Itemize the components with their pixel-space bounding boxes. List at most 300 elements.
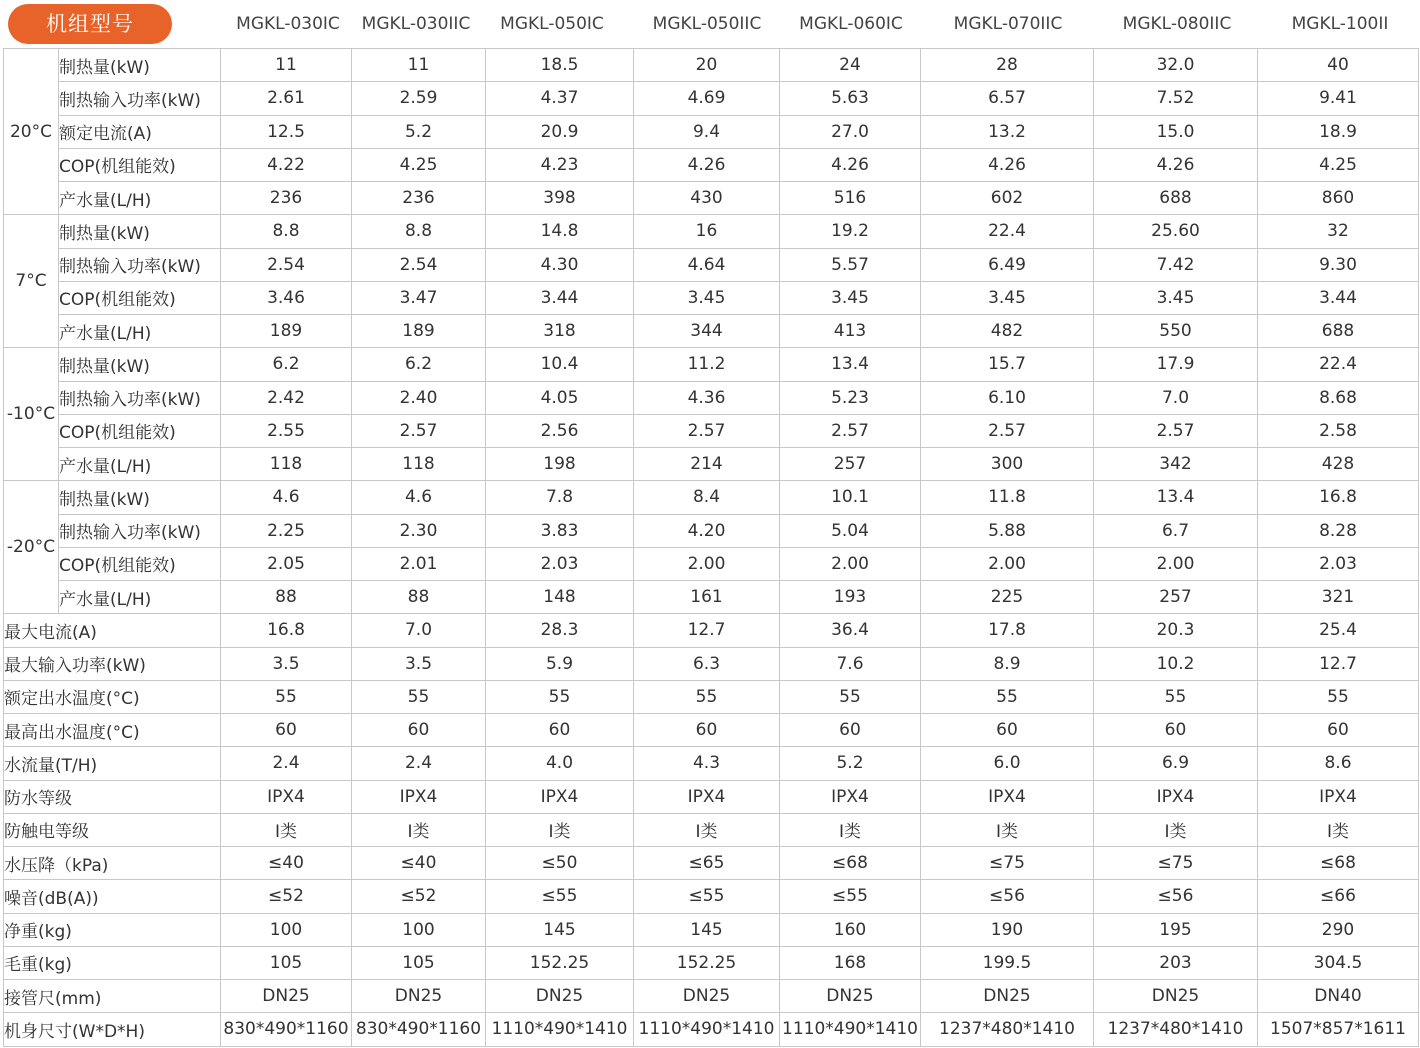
spec-value-cell: ≤50 xyxy=(486,847,634,880)
spec-value-cell: 398 xyxy=(486,182,634,215)
spec-value-cell: 40 xyxy=(1258,49,1419,82)
spec-value-cell: 55 xyxy=(1094,680,1258,713)
spec-value-cell: 36.4 xyxy=(780,614,921,647)
table-row xyxy=(4,913,1419,946)
spec-value-cell: 11 xyxy=(221,49,352,82)
spec-value-cell: 2.57 xyxy=(780,414,921,447)
spec-value-cell: DN25 xyxy=(352,980,486,1013)
spec-value-cell: 8.68 xyxy=(1258,381,1419,414)
spec-value-cell: 16.8 xyxy=(221,614,352,647)
spec-label-cell: 制热量(kW) xyxy=(59,348,221,381)
spec-value-cell: 7.42 xyxy=(1094,248,1258,281)
table-row xyxy=(4,847,1419,880)
spec-label-cell: 制热量(kW) xyxy=(59,49,221,82)
spec-value-cell: 2.03 xyxy=(1258,547,1419,580)
spec-value-cell: 2.40 xyxy=(352,381,486,414)
condition-temperature-cell: 20°C xyxy=(4,49,59,215)
spec-label-cell: 额定出水温度(°C) xyxy=(4,680,221,713)
spec-value-cell: 1110*490*1410 xyxy=(780,1013,921,1046)
table-row xyxy=(4,581,1419,614)
spec-label-cell: 机身尺寸(W*D*H) xyxy=(4,1013,221,1046)
spec-value-cell: 11.2 xyxy=(634,348,780,381)
spec-value-cell: 688 xyxy=(1258,315,1419,348)
spec-value-cell: 4.25 xyxy=(352,148,486,181)
spec-value-cell: 24 xyxy=(780,49,921,82)
spec-value-cell: 5.63 xyxy=(780,82,921,115)
spec-value-cell: 318 xyxy=(486,315,634,348)
model-column-header: MGKL-030IIC xyxy=(361,14,471,34)
table-row xyxy=(4,481,1419,514)
spec-value-cell: 198 xyxy=(486,448,634,481)
spec-value-cell: 4.37 xyxy=(486,82,634,115)
spec-value-cell: 13.2 xyxy=(921,115,1094,148)
model-column-header: MGKL-070IIC xyxy=(953,14,1063,34)
spec-value-cell: 7.8 xyxy=(486,481,634,514)
spec-value-cell: 2.00 xyxy=(634,547,780,580)
spec-value-cell: 2.05 xyxy=(221,547,352,580)
spec-value-cell: DN25 xyxy=(921,980,1094,1013)
spec-value-cell: 9.30 xyxy=(1258,248,1419,281)
spec-label-cell: 最大输入功率(kW) xyxy=(4,647,221,680)
spec-value-cell: 18.5 xyxy=(486,49,634,82)
spec-value-cell: 8.8 xyxy=(352,215,486,248)
spec-value-cell: 9.41 xyxy=(1258,82,1419,115)
spec-value-cell: 7.52 xyxy=(1094,82,1258,115)
spec-value-cell: 17.9 xyxy=(1094,348,1258,381)
spec-value-cell: 145 xyxy=(486,913,634,946)
spec-value-cell: 2.42 xyxy=(221,381,352,414)
spec-value-cell: 60 xyxy=(921,714,1094,747)
spec-value-cell: 3.45 xyxy=(921,281,1094,314)
spec-value-cell: 32 xyxy=(1258,215,1419,248)
spec-value-cell: ≤56 xyxy=(1094,880,1258,913)
spec-value-cell: 300 xyxy=(921,448,1094,481)
spec-label-cell: 噪音(dB(A)) xyxy=(4,880,221,913)
spec-value-cell: 2.58 xyxy=(1258,414,1419,447)
spec-value-cell: 688 xyxy=(1094,182,1258,215)
spec-value-cell: 88 xyxy=(221,581,352,614)
spec-value-cell: 148 xyxy=(486,581,634,614)
spec-value-cell: 32.0 xyxy=(1094,49,1258,82)
table-row xyxy=(4,680,1419,713)
spec-value-cell: IPX4 xyxy=(1258,780,1419,813)
spec-value-cell: 2.4 xyxy=(352,747,486,780)
model-column-header: MGKL-080IIC xyxy=(1122,14,1232,34)
spec-value-cell: 4.05 xyxy=(486,381,634,414)
spec-value-cell: 152.25 xyxy=(486,946,634,979)
model-column-header: MGKL-050IC xyxy=(500,14,604,34)
spec-value-cell: 6.7 xyxy=(1094,514,1258,547)
spec-value-cell: 4.6 xyxy=(352,481,486,514)
spec-label-cell: COP(机组能效) xyxy=(59,414,221,447)
table-header xyxy=(0,0,1420,48)
spec-value-cell: 4.64 xyxy=(634,248,780,281)
spec-value-cell: 12.5 xyxy=(221,115,352,148)
spec-value-cell: 60 xyxy=(221,714,352,747)
spec-value-cell: 2.57 xyxy=(634,414,780,447)
spec-value-cell: 4.6 xyxy=(221,481,352,514)
spec-value-cell: 550 xyxy=(1094,315,1258,348)
spec-value-cell: 4.26 xyxy=(1094,148,1258,181)
spec-value-cell: 15.7 xyxy=(921,348,1094,381)
spec-label-cell: 净重(kg) xyxy=(4,913,221,946)
spec-value-cell: 189 xyxy=(221,315,352,348)
spec-value-cell: 160 xyxy=(780,913,921,946)
spec-value-cell: 189 xyxy=(352,315,486,348)
spec-value-cell: 428 xyxy=(1258,448,1419,481)
spec-value-cell: 2.00 xyxy=(1094,547,1258,580)
table-row xyxy=(4,448,1419,481)
spec-value-cell: 3.44 xyxy=(486,281,634,314)
spec-value-cell: 145 xyxy=(634,913,780,946)
spec-value-cell: 6.57 xyxy=(921,82,1094,115)
spec-value-cell: 60 xyxy=(634,714,780,747)
spec-value-cell: 105 xyxy=(221,946,352,979)
spec-value-cell: 6.49 xyxy=(921,248,1094,281)
table-row xyxy=(4,813,1419,846)
spec-value-cell: 2.59 xyxy=(352,82,486,115)
model-column-header: MGKL-060IC xyxy=(799,14,903,34)
spec-table xyxy=(3,48,1419,1047)
spec-value-cell: 8.9 xyxy=(921,647,1094,680)
spec-value-cell: 257 xyxy=(780,448,921,481)
spec-label-cell: 额定电流(A) xyxy=(59,115,221,148)
spec-value-cell: 28.3 xyxy=(486,614,634,647)
spec-label-cell: 制热量(kW) xyxy=(59,481,221,514)
spec-value-cell: 55 xyxy=(921,680,1094,713)
spec-value-cell: 8.8 xyxy=(221,215,352,248)
spec-value-cell: 1237*480*1410 xyxy=(1094,1013,1258,1046)
spec-value-cell: 55 xyxy=(221,680,352,713)
spec-value-cell: ≤75 xyxy=(1094,847,1258,880)
spec-value-cell: 214 xyxy=(634,448,780,481)
table-row xyxy=(4,514,1419,547)
spec-value-cell: 7.0 xyxy=(1094,381,1258,414)
spec-value-cell: 17.8 xyxy=(921,614,1094,647)
table-row xyxy=(4,714,1419,747)
spec-value-cell: 290 xyxy=(1258,913,1419,946)
spec-value-cell: ≤55 xyxy=(634,880,780,913)
spec-value-cell: 5.2 xyxy=(780,747,921,780)
spec-value-cell: I类 xyxy=(1094,813,1258,846)
spec-label-cell: 制热输入功率(kW) xyxy=(59,514,221,547)
table-row xyxy=(4,1013,1419,1046)
spec-value-cell: I类 xyxy=(780,813,921,846)
spec-value-cell: IPX4 xyxy=(486,780,634,813)
spec-value-cell: 27.0 xyxy=(780,115,921,148)
spec-label-cell: 产水量(L/H) xyxy=(59,448,221,481)
spec-value-cell: 3.45 xyxy=(1094,281,1258,314)
spec-value-cell: 6.10 xyxy=(921,381,1094,414)
spec-value-cell: 22.4 xyxy=(1258,348,1419,381)
spec-label-cell: 水压降（kPa) xyxy=(4,847,221,880)
spec-value-cell: 168 xyxy=(780,946,921,979)
spec-value-cell: 4.26 xyxy=(921,148,1094,181)
spec-value-cell: IPX4 xyxy=(634,780,780,813)
spec-label-cell: 毛重(kg) xyxy=(4,946,221,979)
spec-value-cell: 482 xyxy=(921,315,1094,348)
spec-value-cell: IPX4 xyxy=(921,780,1094,813)
spec-value-cell: 2.30 xyxy=(352,514,486,547)
spec-value-cell: 190 xyxy=(921,913,1094,946)
spec-value-cell: ≤65 xyxy=(634,847,780,880)
spec-value-cell: 3.45 xyxy=(780,281,921,314)
spec-value-cell: 2.54 xyxy=(352,248,486,281)
spec-value-cell: 5.57 xyxy=(780,248,921,281)
spec-label-cell: 产水量(L/H) xyxy=(59,315,221,348)
spec-value-cell: I类 xyxy=(1258,813,1419,846)
model-column-header: MGKL-100II xyxy=(1291,14,1389,34)
spec-value-cell: 2.25 xyxy=(221,514,352,547)
spec-value-cell: 2.01 xyxy=(352,547,486,580)
spec-value-cell: 413 xyxy=(780,315,921,348)
condition-temperature-cell: -20°C xyxy=(4,481,59,614)
spec-value-cell: 13.4 xyxy=(780,348,921,381)
spec-value-cell: 430 xyxy=(634,182,780,215)
spec-value-cell: 236 xyxy=(352,182,486,215)
spec-value-cell: 860 xyxy=(1258,182,1419,215)
spec-value-cell: 2.57 xyxy=(921,414,1094,447)
spec-value-cell: I类 xyxy=(634,813,780,846)
spec-value-cell: ≤40 xyxy=(352,847,486,880)
spec-value-cell: 3.44 xyxy=(1258,281,1419,314)
spec-value-cell: 55 xyxy=(634,680,780,713)
spec-value-cell: 8.28 xyxy=(1258,514,1419,547)
spec-label-cell: 最高出水温度(°C) xyxy=(4,714,221,747)
spec-label-cell: 制热输入功率(kW) xyxy=(59,381,221,414)
table-row xyxy=(4,215,1419,248)
spec-value-cell: 2.61 xyxy=(221,82,352,115)
table-row xyxy=(4,315,1419,348)
spec-value-cell: 10.2 xyxy=(1094,647,1258,680)
spec-value-cell: 12.7 xyxy=(634,614,780,647)
spec-value-cell: 20 xyxy=(634,49,780,82)
spec-value-cell: 3.47 xyxy=(352,281,486,314)
spec-value-cell: 1237*480*1410 xyxy=(921,1013,1094,1046)
spec-value-cell: ≤56 xyxy=(921,880,1094,913)
spec-value-cell: 7.0 xyxy=(352,614,486,647)
spec-value-cell: 2.03 xyxy=(486,547,634,580)
spec-value-cell: 10.1 xyxy=(780,481,921,514)
spec-value-cell: 5.88 xyxy=(921,514,1094,547)
spec-value-cell: 5.23 xyxy=(780,381,921,414)
spec-value-cell: DN25 xyxy=(1094,980,1258,1013)
spec-label-cell: 产水量(L/H) xyxy=(59,182,221,215)
spec-value-cell: 15.0 xyxy=(1094,115,1258,148)
spec-value-cell: 5.2 xyxy=(352,115,486,148)
spec-value-cell: 4.25 xyxy=(1258,148,1419,181)
spec-value-cell: 321 xyxy=(1258,581,1419,614)
table-row xyxy=(4,49,1419,82)
spec-value-cell: 4.22 xyxy=(221,148,352,181)
spec-label-cell: 制热量(kW) xyxy=(59,215,221,248)
spec-value-cell: ≤68 xyxy=(780,847,921,880)
model-column-header: MGKL-030IC xyxy=(236,14,340,34)
spec-value-cell: DN25 xyxy=(486,980,634,1013)
spec-value-cell: 161 xyxy=(634,581,780,614)
table-row xyxy=(4,248,1419,281)
table-row xyxy=(4,115,1419,148)
spec-value-cell: 6.3 xyxy=(634,647,780,680)
spec-value-cell: 8.4 xyxy=(634,481,780,514)
spec-value-cell: 516 xyxy=(780,182,921,215)
spec-value-cell: 28 xyxy=(921,49,1094,82)
spec-value-cell: 10.4 xyxy=(486,348,634,381)
spec-value-cell: 6.2 xyxy=(221,348,352,381)
spec-value-cell: ≤52 xyxy=(221,880,352,913)
spec-value-cell: ≤75 xyxy=(921,847,1094,880)
spec-label-cell: 防水等级 xyxy=(4,780,221,813)
spec-value-cell: I类 xyxy=(221,813,352,846)
spec-value-cell: 20.9 xyxy=(486,115,634,148)
spec-label-cell: 产水量(L/H) xyxy=(59,581,221,614)
table-row xyxy=(4,281,1419,314)
spec-value-cell: 6.0 xyxy=(921,747,1094,780)
table-row xyxy=(4,82,1419,115)
spec-value-cell: 7.6 xyxy=(780,647,921,680)
model-header-badge: 机组型号 xyxy=(8,4,172,44)
spec-value-cell: 2.56 xyxy=(486,414,634,447)
spec-label-cell: COP(机组能效) xyxy=(59,547,221,580)
spec-value-cell: 5.9 xyxy=(486,647,634,680)
spec-label-cell: 接管尺(mm) xyxy=(4,980,221,1013)
spec-value-cell: 18.9 xyxy=(1258,115,1419,148)
spec-value-cell: 100 xyxy=(352,913,486,946)
table-row xyxy=(4,980,1419,1013)
condition-temperature-cell: -10°C xyxy=(4,348,59,481)
spec-value-cell: 344 xyxy=(634,315,780,348)
spec-value-cell: 20.3 xyxy=(1094,614,1258,647)
spec-value-cell: IPX4 xyxy=(780,780,921,813)
spec-value-cell: 199.5 xyxy=(921,946,1094,979)
spec-label-cell: 防触电等级 xyxy=(4,813,221,846)
spec-value-cell: 2.00 xyxy=(921,547,1094,580)
spec-value-cell: 152.25 xyxy=(634,946,780,979)
spec-value-cell: 5.04 xyxy=(780,514,921,547)
spec-value-cell: 830*490*1160 xyxy=(352,1013,486,1046)
spec-value-cell: IPX4 xyxy=(221,780,352,813)
spec-value-cell: ≤55 xyxy=(486,880,634,913)
spec-value-cell: 2.55 xyxy=(221,414,352,447)
spec-value-cell: 830*490*1160 xyxy=(221,1013,352,1046)
spec-value-cell: 2.57 xyxy=(352,414,486,447)
spec-value-cell: 4.3 xyxy=(634,747,780,780)
spec-value-cell: 60 xyxy=(352,714,486,747)
spec-value-cell: 60 xyxy=(780,714,921,747)
table-row xyxy=(4,780,1419,813)
spec-value-cell: 55 xyxy=(780,680,921,713)
spec-value-cell: 2.54 xyxy=(221,248,352,281)
spec-value-cell: 16.8 xyxy=(1258,481,1419,514)
spec-value-cell: 203 xyxy=(1094,946,1258,979)
spec-value-cell: 4.30 xyxy=(486,248,634,281)
spec-value-cell: 6.2 xyxy=(352,348,486,381)
spec-value-cell: DN25 xyxy=(780,980,921,1013)
spec-value-cell: IPX4 xyxy=(1094,780,1258,813)
spec-value-cell: 55 xyxy=(1258,680,1419,713)
spec-value-cell: 60 xyxy=(1094,714,1258,747)
condition-temperature-cell: 7°C xyxy=(4,215,59,348)
spec-value-cell: ≤68 xyxy=(1258,847,1419,880)
table-row xyxy=(4,414,1419,447)
table-row xyxy=(4,148,1419,181)
table-row xyxy=(4,381,1419,414)
spec-value-cell: I类 xyxy=(352,813,486,846)
spec-value-cell: 55 xyxy=(352,680,486,713)
spec-value-cell: 3.5 xyxy=(352,647,486,680)
spec-value-cell: 236 xyxy=(221,182,352,215)
spec-value-cell: 2.00 xyxy=(780,547,921,580)
table-row xyxy=(4,614,1419,647)
spec-label-cell: 最大电流(A) xyxy=(4,614,221,647)
spec-value-cell: 4.36 xyxy=(634,381,780,414)
spec-value-cell: 4.20 xyxy=(634,514,780,547)
spec-label-cell: 制热输入功率(kW) xyxy=(59,248,221,281)
spec-value-cell: I类 xyxy=(921,813,1094,846)
spec-value-cell: 1110*490*1410 xyxy=(634,1013,780,1046)
spec-value-cell: 118 xyxy=(221,448,352,481)
spec-value-cell: 1507*857*1611 xyxy=(1258,1013,1419,1046)
table-row xyxy=(4,647,1419,680)
spec-value-cell: 19.2 xyxy=(780,215,921,248)
table-row xyxy=(4,747,1419,780)
spec-value-cell: 8.6 xyxy=(1258,747,1419,780)
spec-value-cell: 1110*490*1410 xyxy=(486,1013,634,1046)
spec-value-cell: DN25 xyxy=(634,980,780,1013)
spec-value-cell: 342 xyxy=(1094,448,1258,481)
table-row xyxy=(4,880,1419,913)
spec-value-cell: 9.4 xyxy=(634,115,780,148)
spec-value-cell: 25.60 xyxy=(1094,215,1258,248)
spec-value-cell: ≤55 xyxy=(780,880,921,913)
spec-value-cell: 55 xyxy=(486,680,634,713)
spec-value-cell: 4.26 xyxy=(780,148,921,181)
spec-value-cell: 60 xyxy=(486,714,634,747)
spec-value-cell: 3.5 xyxy=(221,647,352,680)
spec-value-cell: ≤52 xyxy=(352,880,486,913)
spec-value-cell: 14.8 xyxy=(486,215,634,248)
table-row xyxy=(4,348,1419,381)
spec-label-cell: COP(机组能效) xyxy=(59,281,221,314)
spec-value-cell: 105 xyxy=(352,946,486,979)
spec-value-cell: ≤40 xyxy=(221,847,352,880)
table-row xyxy=(4,182,1419,215)
spec-value-cell: 11.8 xyxy=(921,481,1094,514)
spec-value-cell: ≤66 xyxy=(1258,880,1419,913)
spec-value-cell: 11 xyxy=(352,49,486,82)
spec-value-cell: 4.0 xyxy=(486,747,634,780)
spec-value-cell: 60 xyxy=(1258,714,1419,747)
spec-value-cell: 4.69 xyxy=(634,82,780,115)
spec-value-cell: 193 xyxy=(780,581,921,614)
spec-value-cell: 304.5 xyxy=(1258,946,1419,979)
table-row xyxy=(4,946,1419,979)
spec-value-cell: 12.7 xyxy=(1258,647,1419,680)
spec-value-cell: 4.23 xyxy=(486,148,634,181)
spec-value-cell: 88 xyxy=(352,581,486,614)
spec-value-cell: 118 xyxy=(352,448,486,481)
spec-value-cell: 3.45 xyxy=(634,281,780,314)
spec-value-cell: 257 xyxy=(1094,581,1258,614)
spec-value-cell: I类 xyxy=(486,813,634,846)
spec-value-cell: 6.9 xyxy=(1094,747,1258,780)
spec-value-cell: 195 xyxy=(1094,913,1258,946)
spec-value-cell: 25.4 xyxy=(1258,614,1419,647)
spec-value-cell: 2.57 xyxy=(1094,414,1258,447)
spec-label-cell: 水流量(T/H) xyxy=(4,747,221,780)
spec-label-cell: COP(机组能效) xyxy=(59,148,221,181)
spec-value-cell: 3.83 xyxy=(486,514,634,547)
